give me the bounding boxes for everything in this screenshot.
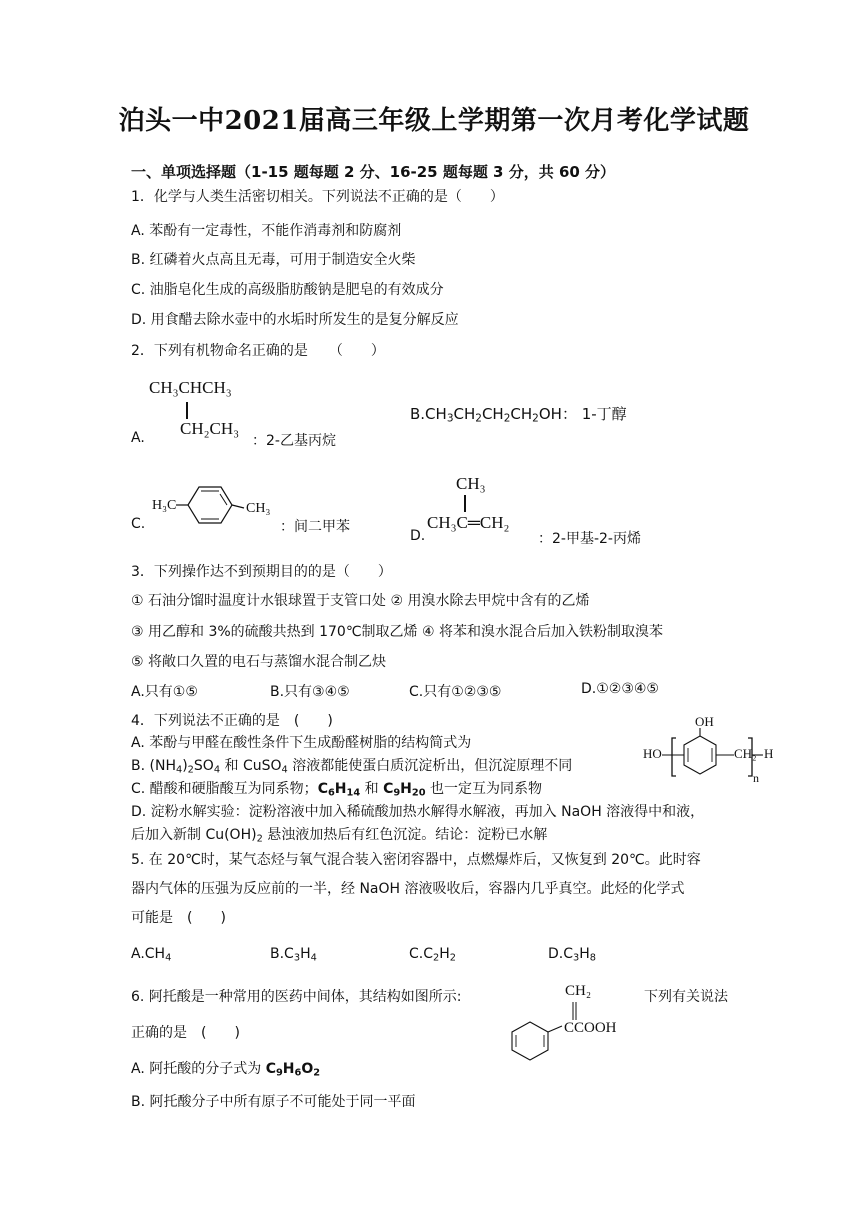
q2-d-bond (464, 495, 466, 512)
q2-option-c-label: C. (131, 516, 146, 532)
q5-option-b: $B.C_3H_4$ (270, 946, 317, 964)
q5-line-3: 可能是 ( ) (131, 910, 226, 926)
q4-option-d-line-1: D. 淀粉水解实验：淀粉溶液中加入稀硫酸加热水解得水解液，再加入 NaOH 溶液得中和液， (131, 804, 705, 820)
q2-a-bond (186, 402, 188, 419)
q2-a-main-chain: CH₃CHCH₃ (149, 378, 232, 397)
q6-line-1-tail: 下列有关说法 (644, 989, 728, 1005)
q6-option-b: B. 阿托酸分子中所有原子不可能处于同一平面 (131, 1094, 416, 1110)
resin-n: n (753, 771, 759, 785)
q4-option-b-tail: 溶液都能使蛋白质沉淀析出，但沉淀原理不同 (292, 758, 573, 774)
q4-option-d-tail: 悬浊液加热后有红色沉淀。结论：淀粉已水解 (267, 827, 548, 843)
q4-option-b: B. $(NH_4)_2SO_4$ 和 CuSO$_4$ 溶液都能使蛋白质沉淀析出，但沉淀原理不同 (131, 758, 573, 776)
q1-option-b: B. 红磷着火点高且无毒，可用于制造安全火柴 (131, 252, 416, 268)
q6-option-a-head: A. 阿托酸的分子式为 (131, 1061, 266, 1077)
q2-c-right-methyl: CH₃ (246, 501, 271, 516)
q4-option-d-head: 后加入新制 Cu(OH) (131, 827, 257, 843)
q5-option-a: $A.CH_4$ (131, 946, 172, 964)
atropic-ccooh: CCOOH (564, 1020, 617, 1036)
q5-option-c: $C.C_2H_2$ (409, 946, 457, 964)
q5-option-d: $D.C_3H_8$ (548, 946, 597, 964)
q1-option-c: C. 油脂皂化生成的高级脂肪酸钠是肥皂的有效成分 (131, 282, 444, 298)
q3-option-b: B.只有③④⑤ (270, 684, 350, 700)
q4-option-a: A. 苯酚与甲醛在酸性条件下生成酚醛树脂的结构简式为 (131, 735, 472, 751)
q2-d-methyl: CH₃ (456, 474, 486, 493)
q2-option-b: $B.CH_3CH_2CH_2CH_2OH$： 1-丁醇 (410, 405, 627, 425)
q4-option-c-head: C. 醋酸和硬脂酸互为同系物； (131, 781, 318, 797)
q2-option-a-name: ：2-乙基丙烷 (252, 433, 336, 449)
q4-option-c: C. 醋酸和硬脂酸互为同系物；$C_6H_{14}$ 和 $C_9H_{20}$ 也一定互为同系物 (131, 781, 542, 799)
atropic-ch2: CH₂ (565, 983, 592, 999)
q4-stem: 4．下列说法不正确的是 ( ) (131, 713, 333, 729)
q2-c-left-methyl: H₃C (152, 498, 177, 513)
q6-line-2: 正确的是 ( ) (131, 1025, 240, 1041)
q2-option-d-label: D. (410, 528, 426, 544)
q3-line-1: ① 石油分馏时温度计水银球置于支管口处 ② 用溴水除去甲烷中含有的乙烯 (131, 593, 590, 609)
q1-option-a: A. 苯酚有一定毒性，不能作消毒剂和防腐剂 (131, 223, 402, 239)
resin-ho: HO (643, 746, 662, 761)
resin-oh: OH (695, 714, 714, 729)
q1-stem: 1．化学与人类生活密切相关。下列说法不正确的是（ ） (131, 189, 504, 205)
q5-line-2: 器内气体的压强为反应前的一半，经 NaOH 溶液吸收后，容器内几乎真空。此烃的化学式 (131, 881, 685, 897)
q6-option-a: A. 阿托酸的分子式为 $C_9H_6O_2$ (131, 1061, 321, 1079)
q2-option-c-name: ：间二甲苯 (280, 519, 350, 535)
q2-a-branch: CH₂CH₃ (180, 419, 240, 438)
q2-option-d-name: ：2-甲基-2-丙烯 (538, 531, 641, 547)
page-title: 泊头一中2021届高三年级上学期第一次月考化学试题 (118, 106, 750, 136)
q3-stem: 3．下列操作达不到预期目的的是（ ） (131, 564, 392, 580)
q1-option-d: D. 用食醋去除水壶中的水垢时所发生的是复分解反应 (131, 312, 459, 328)
q6-line-1: 6. 阿托酸是一种常用的医药中间体，其结构如图所示: (131, 989, 462, 1005)
q2-stem: 2．下列有机物命名正确的是 （ ） (131, 343, 385, 359)
q3-option-c: C.只有①②③⑤ (409, 684, 502, 700)
benzene-ring-icon (176, 486, 246, 526)
q3-option-d: D.①②③④⑤ (581, 681, 659, 697)
section-heading: 一、单项选择题（1-15 题每题 2 分、16-25 题每题 3 分，共 60 分） (131, 163, 616, 181)
q4-option-d-line-2: 后加入新制 $Cu(OH)_2$ 悬浊液加热后有红色沉淀。结论：淀粉已水解 (131, 827, 548, 845)
resin-ch2: CH₂ (734, 746, 757, 761)
q2-option-b-name: ： 1-丁醇 (561, 405, 627, 423)
q5-line-1: 5. 在 20℃时，某气态烃与氧气混合装入密闭容器中，点燃爆炸后，又恢复到 20℃。此时容 (131, 852, 701, 868)
q3-line-3: ⑤ 将敞口久置的电石与蒸馏水混合制乙炔 (131, 654, 386, 670)
q4-option-c-tail: 也一定互为同系物 (429, 781, 542, 797)
q3-line-2: ③ 用乙醇和 3%的硫酸共热到 170℃制取乙烯 ④ 将苯和溴水混合后加入铁粉制取溴苯 (131, 624, 664, 640)
resin-h: H (764, 746, 774, 761)
q2-option-a-label: A. (131, 430, 145, 446)
q3-option-a: A.只有①⑤ (131, 684, 198, 700)
q2-d-chain: CH₃C═CH₂ (427, 513, 510, 532)
